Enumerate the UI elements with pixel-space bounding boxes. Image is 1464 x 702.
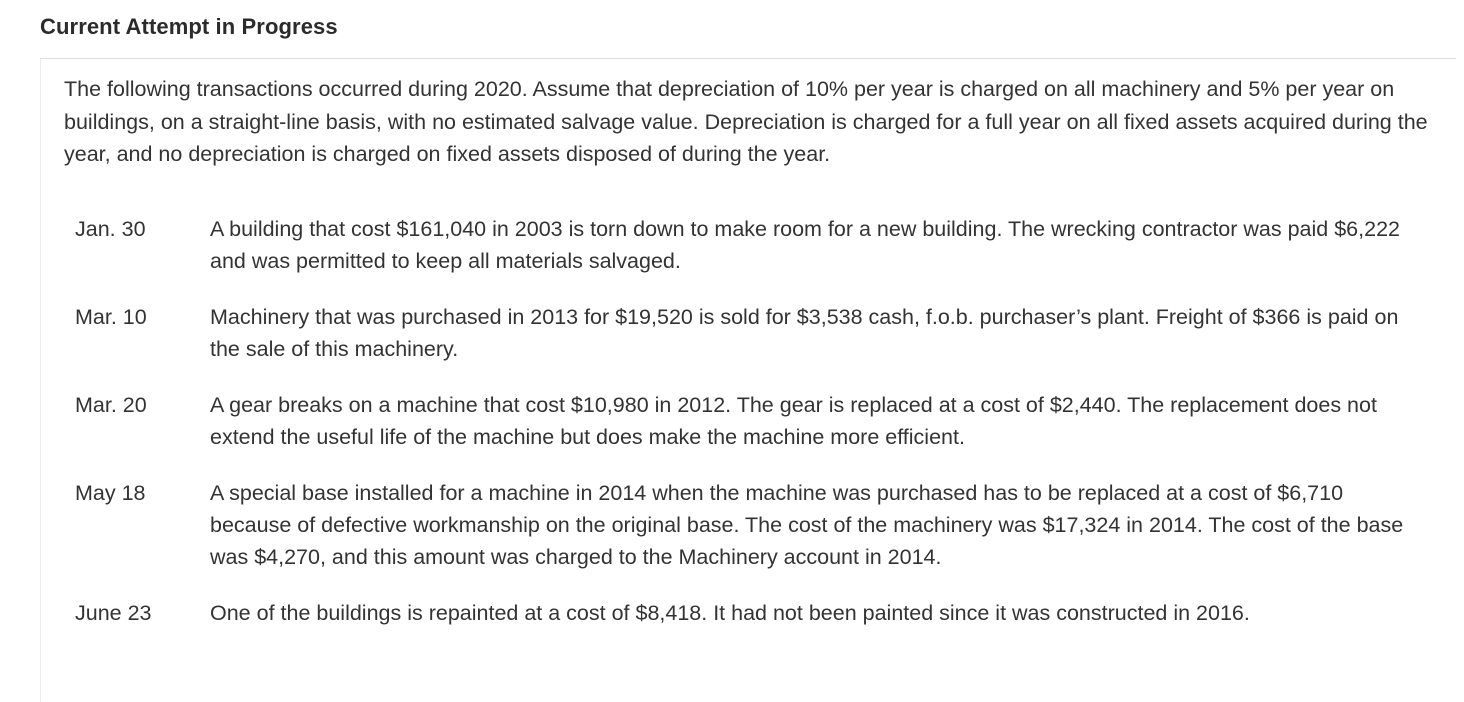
transaction-description: A special base installed for a machine in 2014 when the machine was purchased has to be replaced at a cost of $6,710 because of defective workmanship on the original base. The cost of the machinery was $17,324 in 2014. The cost of the base was $4,270, and this amount was charged to the Machinery account in 2014. — [210, 481, 1404, 569]
transaction-date: Mar. 10 — [75, 305, 147, 329]
attempt-status-title: Current Attempt in Progress — [40, 14, 338, 39]
transaction-description: A gear breaks on a machine that cost $10,980 in 2012. The gear is replaced at a cost of $2,440. The replacement does not extend the useful life of the machine but does make the machine more efficient. — [210, 393, 1377, 449]
transaction-date: Mar. 20 — [75, 393, 147, 417]
transaction-date: Jan. 30 — [75, 217, 146, 241]
transaction-description: A building that cost $161,040 in 2003 is torn down to make room for a new building. The wrecking contractor was paid $6,222 and was permitted to keep all materials salvaged. — [210, 217, 1400, 273]
transaction-date: June 23 — [75, 601, 152, 625]
transaction-description: One of the buildings is repainted at a cost of $8,418. It had not been painted since it was constructed in 2016. — [210, 601, 1250, 625]
question-card — [40, 59, 1456, 702]
transaction-date: May 18 — [75, 481, 146, 505]
transaction-description: Machinery that was purchased in 2013 for $19,520 is sold for $3,538 cash, f.o.b. purchaser’s plant. Freight of $366 is paid on the sale of this machinery. — [210, 305, 1399, 361]
problem-intro: The following transactions occurred during 2020. Assume that depreciation of 10% per year is charged on all machinery and 5% per year on buildings, on a straight-line basis, with no estimated salvage value. Depreciation is charged for a full year on all fixed assets acquired during the year, and no depreciation is charged on fixed assets disposed of during the year. — [64, 77, 1428, 166]
question-panel — [40, 59, 1456, 702]
